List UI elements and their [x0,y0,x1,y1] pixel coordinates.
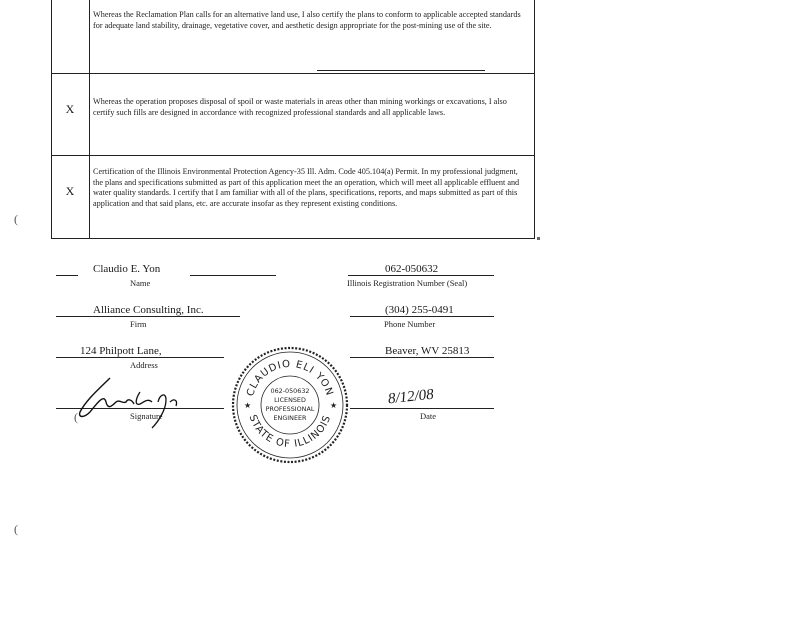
firm-value: Alliance Consulting, Inc. [93,304,204,316]
binding-mark: ( [14,522,18,536]
address-value: 124 Philpott Lane, [80,345,162,357]
phone-value: (304) 255-0491 [385,304,454,316]
registration-line [348,275,494,276]
row-1-signature-line [317,70,485,71]
engineer-seal [230,345,350,465]
row-3-check-mark: X [65,184,75,198]
table-column-divider [89,0,90,239]
handwritten-signature [70,372,220,430]
table-row-divider [51,155,535,156]
row-2-check-mark: X [65,102,75,116]
seal-star-left-icon: ★ [244,401,252,410]
row-2-text: Whereas the operation proposes disposal of spoil or waste materials in areas other than mining workings or excavations, I also certify such fills are designed in accordance with recognized professional standards and all applicable laws. [93,97,507,117]
address-caption: Address [130,360,158,370]
table-row-divider [51,73,535,74]
seal-center-line: ENGINEER [273,414,307,422]
name-line-right [190,275,276,276]
name-line-left [56,275,78,276]
phone-line [350,316,494,317]
phone-caption: Phone Number [384,319,436,329]
date-caption: Date [420,411,437,421]
binding-mark: ( [14,212,18,226]
row-1-text: Whereas the Reclamation Plan calls for an alternative land use, I also certify the plans to conform to applicable accepted standards for adequate land stability, drainage, vegetative cover, and aesthetic design appropriate for the post-mining use of the site. [93,10,521,30]
scan-speck [537,237,540,240]
row-3-text: Certification of the Illinois Environmental Protection Agency-35 Ill. Adm. Code 405.104(a) Permit. In my professional judgment, the plans and specifications submitted as part of this application meet the an operation, which will meet all applicable effluent and water quality standards. I certify that I am familiar with all of the plans, specifications, reports, and maps submitted as part of this application and that said plans, etc. are accurate insofar as they represent existing conditions. [93,167,520,208]
binding-mark: ( [74,410,78,424]
name-value: Claudio E. Yon [93,263,161,275]
registration-caption: Illinois Registration Number (Seal) [347,278,468,288]
seal-center-line: PROFESSIONAL [265,405,315,413]
city-line [350,357,494,358]
seal-top-text: CLAUDIO ELI YON [245,358,335,398]
firm-caption: Firm [130,319,147,329]
table-right-border [534,0,535,239]
address-line [56,357,224,358]
table-bottom-border [51,238,535,239]
certification-table [51,0,535,239]
city-value: Beaver, WV 25813 [385,345,470,357]
name-caption: Name [130,278,151,288]
table-left-border [51,0,52,239]
firm-line [56,316,240,317]
seal-bottom-text: STATE OF ILLINOIS [246,413,334,451]
seal-center-line: LICENSED [274,396,306,404]
date-line [350,408,494,409]
date-value: 8/12/08 [387,386,435,408]
signature-caption: Signature [130,411,163,421]
seal-center-line: 062-050632 [270,387,310,395]
seal-star-right-icon: ★ [330,401,338,410]
registration-value: 062-050632 [385,263,439,275]
